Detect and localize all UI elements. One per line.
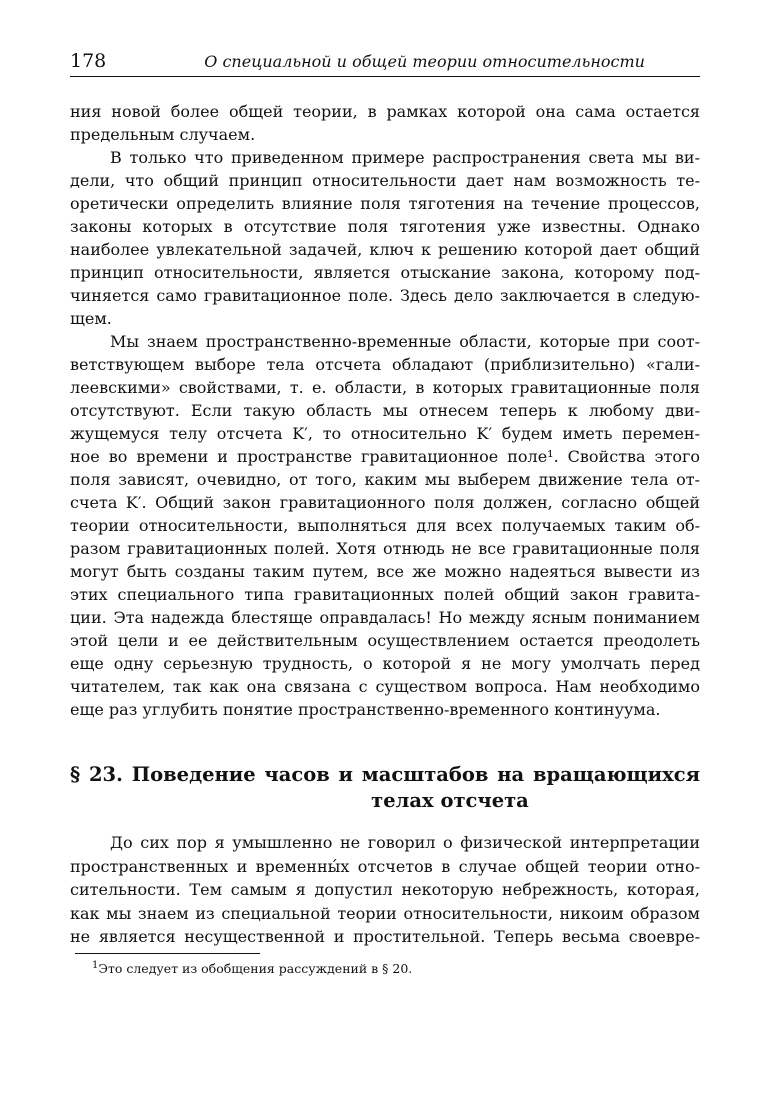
footnote-divider (75, 953, 260, 954)
section-heading (70, 762, 700, 814)
text-line: жущемуся телу отсчета K′, то относительно K′ будем иметь перемен- (70, 424, 700, 443)
text-line: дели, что общий принцип относительности дает нам возможность те- (70, 171, 700, 190)
text-line: ное во времени и пространстве гравитационное поле¹. Свойства этого (70, 447, 700, 466)
text-line: не является несущественной и простительной. Теперь весьма своевре- (70, 927, 700, 947)
text-line: законы которых в отсутствие поля тяготения уже известны. Однако (70, 217, 700, 236)
footnote (92, 961, 412, 976)
section-heading-line: § 23. Поведение часов и масштабов на вращающихся (70, 763, 700, 786)
text-line: разом гравитационных полей. Хотя отнюдь не все гравитационные поля (70, 539, 700, 558)
footnote-marker: 1 (92, 959, 99, 971)
text-line: ции. Эта надежда блестяще оправдалась! Но между ясным пониманием (70, 608, 700, 627)
text-line: принцип относительности, является отыскание закона, которому под- (70, 263, 700, 282)
text-line: отсутствуют. Если такую область мы отнесем теперь к любому дви- (70, 401, 700, 420)
text-line: счета K′. Общий закон гравитационного поля должен, согласно общей (70, 493, 700, 512)
text-line: еще одну серьезную трудность, о которой я не могу умолчать перед (70, 654, 700, 673)
text-line: чиняется само гравитационное поле. Здесь дело заключается в следую- (70, 286, 700, 305)
text-line: До сих пор я умышленно не говорил о физической интерпретации (110, 833, 700, 852)
page-header (70, 50, 700, 77)
text-line: еще раз углубить понятие пространственно-временного континуума. (70, 700, 661, 719)
text-line: поля зависят, очевидно, от того, каким мы выберем движение тела от- (70, 470, 700, 489)
text-line: щем. (70, 309, 112, 328)
text-line: Мы знаем пространственно-временные области, которые при соот- (110, 332, 700, 351)
text-line: могут быть созданы таким путем, все же можно надеяться вывести из (70, 562, 700, 581)
footnote-text: Это следует из обобщения рассуждений в § 20. (98, 961, 413, 976)
section-text (70, 831, 700, 949)
main-text (70, 100, 700, 721)
text-line: теории относительности, выполняться для всех получаемых таким об- (70, 516, 700, 535)
text-line: пространственных и временны́х отсчетов в случае общей теории отно- (70, 856, 700, 876)
text-line: леевскими» свойствами, т. е. области, в которых гравитационные поля (70, 378, 700, 397)
text-line: наиболее увлекательной задачей, ключ к решению которой дает общий (70, 240, 700, 259)
page-number: 178 (70, 50, 107, 72)
text-line: ветствующем выборе тела отсчета обладают (приблизительно) «гали- (70, 355, 700, 374)
text-line: ния новой более общей теории, в рамках которой она сама остается (70, 102, 700, 121)
section-heading-line: телах отсчета (371, 789, 529, 812)
text-line: предельным случаем. (70, 125, 256, 144)
text-line: В только что приведенном примере распространения света мы ви- (110, 148, 700, 167)
text-line: этой цели и ее действительным осуществлением остается преодолеть (70, 631, 700, 650)
text-line: как мы знаем из специальной теории относительности, никоим образом (70, 903, 700, 923)
running-title: О специальной и общей теории относительности (204, 52, 645, 71)
text-line: сительности. Тем самым я допустил некоторую небрежность, которая, (70, 880, 700, 900)
text-line: читателем, так как она связана с существом вопроса. Нам необходимо (70, 677, 700, 696)
text-line: этих специального типа гравитационных полей общий закон гравита- (70, 585, 700, 604)
text-line: оретически определить влияние поля тяготения на течение процессов, (70, 194, 700, 213)
